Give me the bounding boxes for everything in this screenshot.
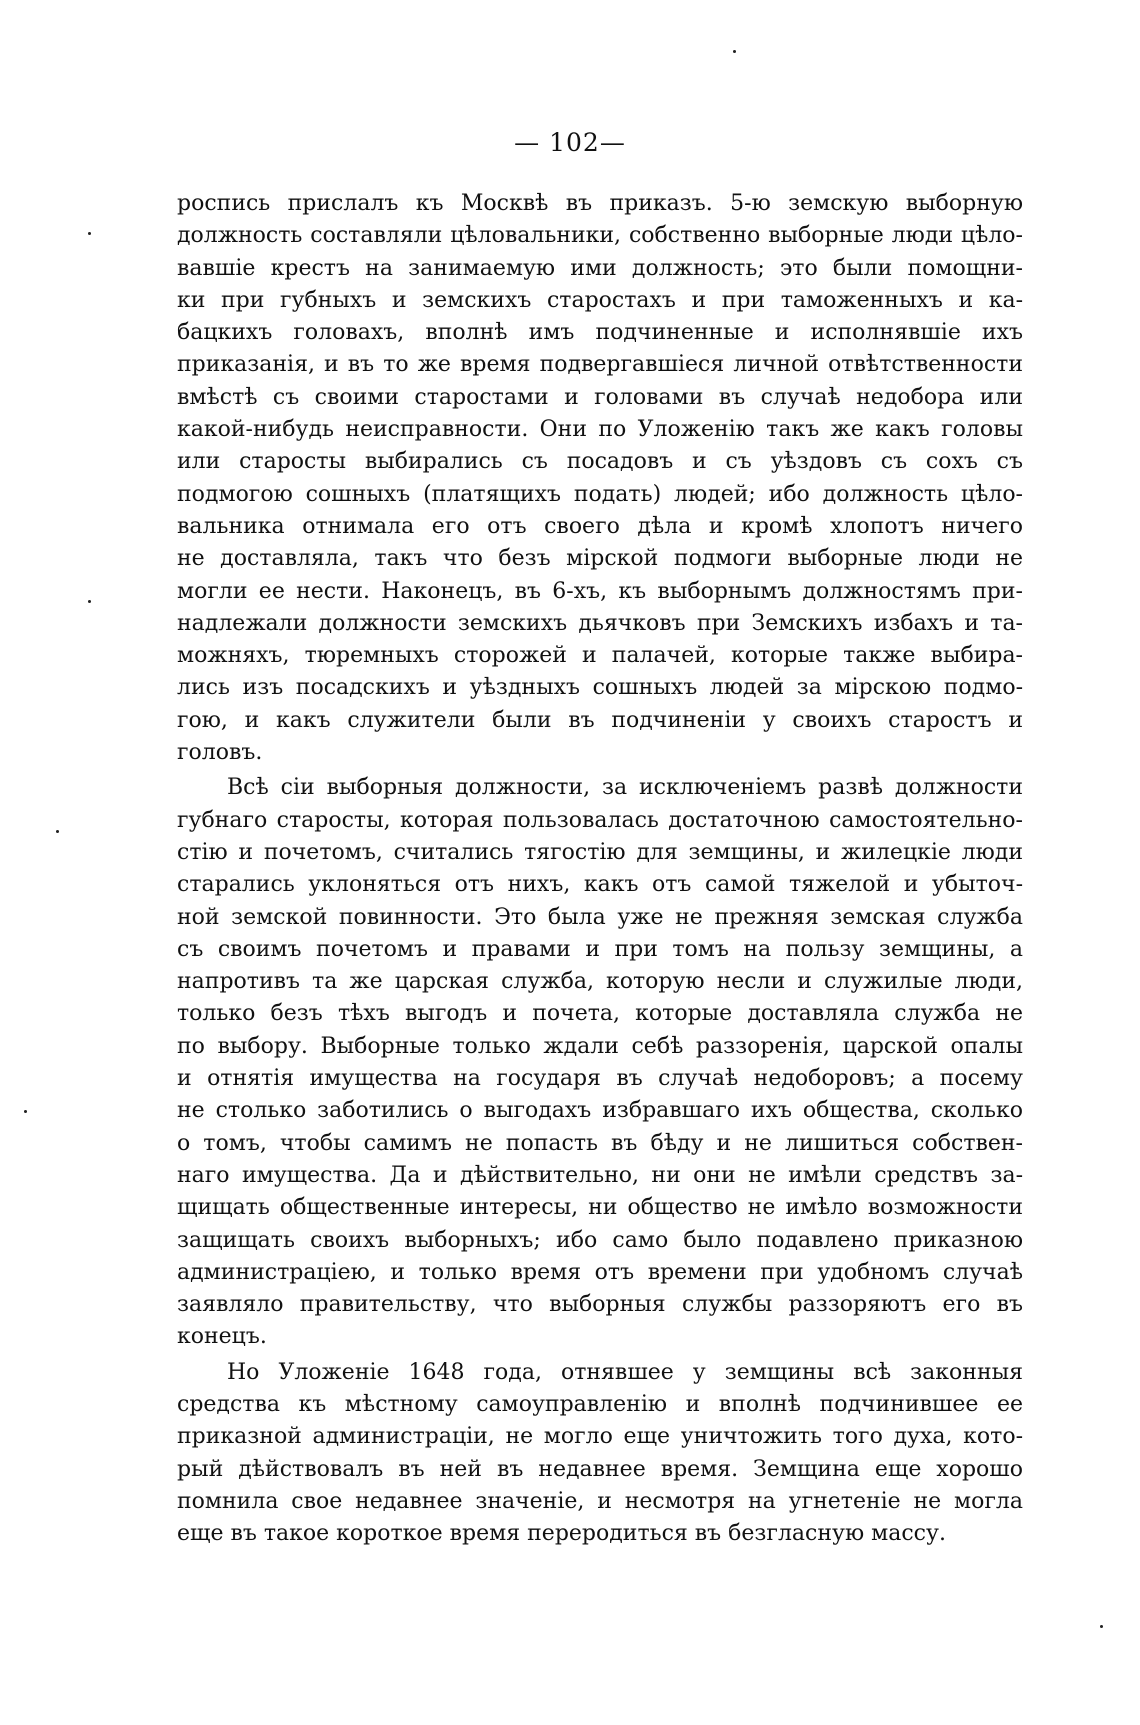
text-line: ной земской повинности. Это была уже не прежняя земская служба (177, 904, 1023, 930)
text-line: не столько заботились о выгодахъ избравшаго ихъ общества, сколько (177, 1098, 1023, 1124)
text-line: напротивъ та же царская служба, которую несли и служилые люди, (177, 969, 1023, 995)
text-line: и отнятія имущества на государя въ случаѣ недоборовъ; а посему (177, 1066, 1023, 1092)
text-line: стію и почетомъ, считались тягостію для земщины, и жилецкіе люди (177, 839, 1023, 865)
text-line: приказанія, и въ то же время подвергавшіеся личной отвѣтственности (177, 352, 1023, 378)
text-line: только безъ тѣхъ выгодъ и почета, которые доставляла служба не (177, 1001, 1023, 1027)
text-line: о томъ, чтобы самимъ не попасть въ бѣду и не лишиться собствен- (177, 1130, 1023, 1156)
page-number: — 102— (514, 128, 626, 157)
text-line: заявляло правительству, что выборныя службы раззоряютъ его въ (177, 1292, 1023, 1318)
scan-speck (24, 1110, 27, 1113)
text-line: вальника отнимала его отъ своего дѣла и кромѣ хлопотъ ничего (177, 513, 1023, 539)
text-line: или старосты выбирались съ посадовъ и съ уѣздовъ съ сохъ съ (177, 449, 1023, 475)
paragraph (177, 1357, 1023, 1551)
paragraph (177, 772, 1023, 1353)
text-line: щищать общественные интересы, ни общество не имѣло возможности (177, 1195, 1023, 1221)
text-line: вмѣстѣ съ своими старостами и головами въ случаѣ недобора или (177, 384, 1023, 410)
text-line: Но Уложеніе 1648 года, отнявшее у земщины всѣ законныя (227, 1359, 1023, 1385)
text-line: администраціею, и только время отъ времени при удобномъ случаѣ (177, 1259, 1023, 1285)
text-line: головъ. (177, 740, 263, 766)
text-line: могли ее нести. Наконецъ, въ 6-хъ, къ выборнымъ должностямъ при- (177, 578, 1023, 604)
text-line: еще въ такое короткое время переродиться въ безгласную массу. (177, 1521, 946, 1547)
text-line: рый дѣйствовалъ въ ней въ недавнее время. Земщина еще хорошо (177, 1456, 1023, 1482)
scan-speck (56, 830, 59, 833)
text-line: можняхъ, тюремныхъ сторожей и палачей, которые также выбира- (177, 643, 1023, 669)
text-line: помнила свое недавнее значеніе, и несмотря на угнетеніе не могла (177, 1488, 1023, 1514)
text-line: бацкихъ головахъ, вполнѣ имъ подчиненные и исполнявшіе ихъ (177, 320, 1023, 346)
text-line: съ своимъ почетомъ и правами и при томъ на пользу земщины, а (177, 936, 1023, 962)
text-line: ки при губныхъ и земскихъ старостахъ и при таможенныхъ и ка- (177, 287, 1023, 313)
text-line: роспись прислалъ къ Москвѣ въ приказъ. 5-ю земскую выборную (177, 191, 1023, 216)
scan-speck (1100, 1625, 1103, 1628)
scan-speck (88, 600, 91, 603)
body-text (177, 188, 1023, 1550)
text-line: вавшіе крестъ на занимаемую ими должность; это были помощни- (177, 255, 1023, 281)
text-line: конецъ. (177, 1324, 267, 1350)
scan-speck (733, 50, 736, 53)
text-line: должность составляли цѣловальники, собственно выборные люди цѣло- (177, 223, 1023, 249)
text-line: защищать своихъ выборныхъ; ибо само было подавлено приказною (177, 1227, 1023, 1253)
text-line: по выбору. Выборные только ждали себѣ раззоренія, царской опалы (177, 1033, 1023, 1059)
text-line: Всѣ сіи выборныя должности, за исключеніемъ развѣ должности (227, 775, 1023, 801)
text-line: старались уклоняться отъ нихъ, какъ отъ самой тяжелой и убыточ- (177, 872, 1023, 898)
paragraph (177, 188, 1023, 769)
text-line: приказной администраціи, не могло еще уничтожить того духа, кото- (177, 1424, 1023, 1450)
text-line: не доставляла, такъ что безъ мірской подмоги выборные люди не (177, 546, 1023, 572)
text-line: наго имущества. Да и дѣйствительно, ни они не имѣли средствъ за- (177, 1162, 1023, 1188)
text-line: подмогою сошныхъ (платящихъ подать) людей; ибо должность цѣло- (177, 481, 1023, 507)
text-line: лись изъ посадскихъ и уѣздныхъ сошныхъ людей за мірскою подмо- (177, 675, 1023, 701)
text-line: средства къ мѣстному самоуправленію и вполнѣ подчинившее ее (177, 1391, 1023, 1417)
text-line: какой-нибудь неисправности. Они по Уложенію такъ же какъ головы (177, 417, 1023, 443)
text-line: губнаго старосты, которая пользовалась достаточною самостоятельно- (177, 807, 1023, 833)
text-line: гою, и какъ служители были въ подчиненіи у своихъ старостъ и (177, 707, 1023, 733)
scan-speck (88, 232, 91, 235)
text-line: надлежали должности земскихъ дьячковъ при Земскихъ избахъ и та- (177, 610, 1023, 636)
